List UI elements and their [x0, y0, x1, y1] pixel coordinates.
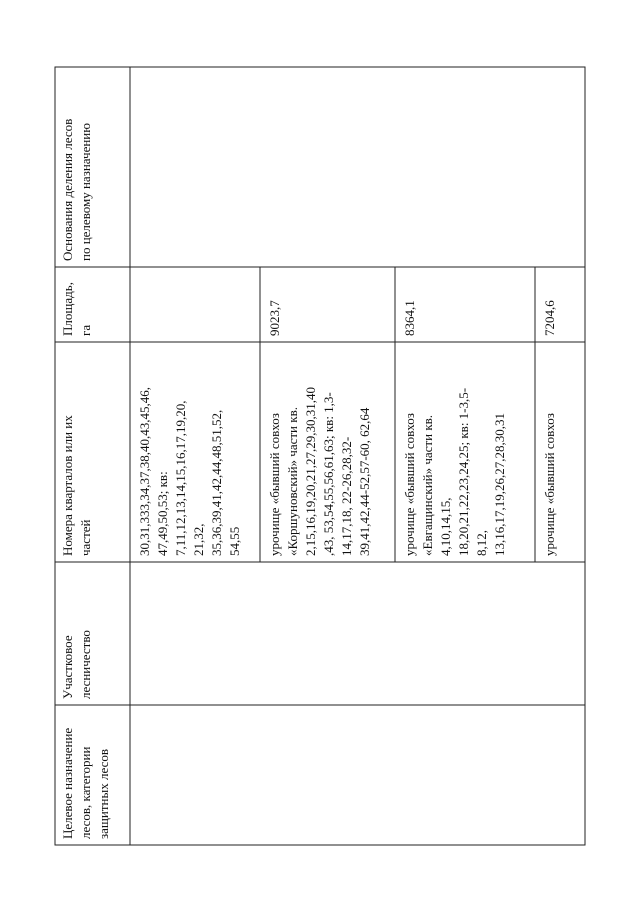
header-quarters: Номера кварталов или их частей [60, 415, 93, 556]
row4-quarters: урочище «бывший совхоз [542, 413, 557, 556]
row2-area: 9023,7 [267, 300, 282, 336]
header-purpose: Целевое назначение лесов, категории защитных лесов [60, 727, 111, 839]
header-basis: Основания деления лесов по целевому назначению [60, 118, 93, 261]
row3-quarters: урочище «бывший совхоз «Евгащинский» части кв. 4,10,14,15, 18,20,21,22,23,24,25; кв: 1-3,5- 8,12, 13,16,17,19,26,27,28,30,31 [402, 387, 507, 556]
header-area: Площадь, га [60, 282, 93, 336]
row2-quarters: урочище «бывший совхоз «Коршуновский» части кв. 2,15,16,19,20,21,27,29,30,31,40 ,43, 53,54,55,56,61,63; кв: 1,3- 14,17,18, 22-26,28,32- 39,41,42,44-52,57-60, 62,64 [267, 387, 372, 556]
row4-area: 7204,6 [542, 300, 557, 336]
header-district: Участковое лесничество [60, 630, 93, 699]
row1-quarters: 30,31,333,34,37,38,40,43,45,46, 47,49,50,53; кв: 7,11,12,13,14,15,16,17,19,20, 21,32, 35,36,39,41,42,44,48,51,52, 54,55 [137, 387, 242, 556]
forest-purpose-table [55, 67, 585, 845]
row3-area: 8364,1 [402, 300, 417, 336]
